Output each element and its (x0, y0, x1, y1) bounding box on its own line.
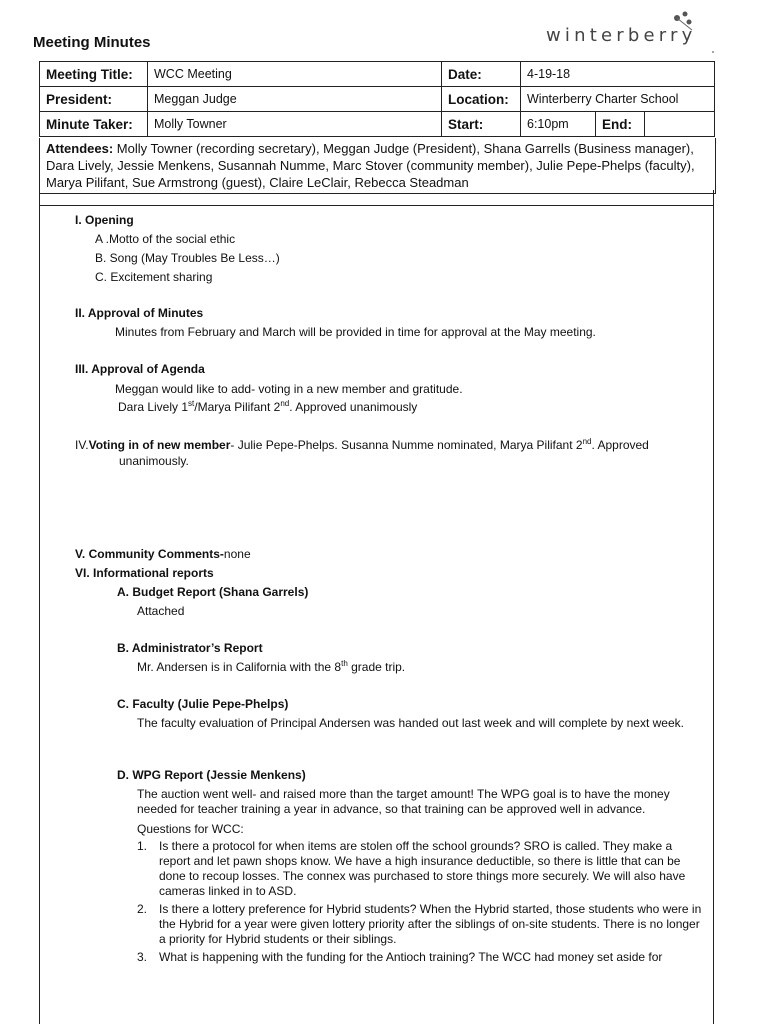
attendees-label: Attendees: (46, 141, 114, 156)
agenda-motion-text: . Approved unanimously (289, 400, 418, 414)
table-divider-row (39, 190, 714, 206)
reports-heading: VI. Informational reports (75, 566, 214, 580)
admin-report-heading: B. Administrator’s Report (117, 641, 263, 655)
list-item-number: 1. (137, 839, 148, 853)
superscript: nd (280, 399, 290, 408)
list-item: A .Motto of the social ethic (95, 232, 236, 246)
start-value: 6:10pm (521, 112, 596, 137)
community-heading: V. Community Comments- (75, 547, 224, 561)
logo-wordmark: winterberry (546, 25, 697, 46)
budget-report-heading: A. Budget Report (Shana Garrels) (117, 585, 309, 599)
president-value: Meggan Judge (148, 87, 442, 112)
list-item-number: 2. (137, 902, 148, 916)
list-item-number: 3. (137, 950, 148, 964)
list-item: Is there a protocol for when items are stolen off the school grounds? SRO is called. They make a report and let pawn shops know. We have a high insurance deductible, so there is little that can be done to recoup losses. The connex was purchased to store things more securely. We will also have cameras linked in to ASD. (159, 839, 686, 898)
date-label: Date: (442, 62, 521, 87)
faculty-report-text: The faculty evaluation of Principal Andersen was handed out last week and will complete by next week. (137, 716, 684, 730)
admin-text: grade trip. (347, 660, 406, 674)
start-label: Start: (442, 112, 521, 137)
meeting-title-label: Meeting Title: (40, 62, 148, 87)
end-value (645, 112, 715, 137)
voting-heading: Voting in of new member (88, 438, 231, 452)
list-item: What is happening with the funding for the Antioch training? The WCC had money set aside for (159, 950, 663, 964)
agenda-motion-text: /Marya Pilifant 2 (194, 400, 281, 414)
meeting-title-value: WCC Meeting (148, 62, 442, 87)
approval-minutes-text: Minutes from February and March will be provided in time for approval at the May meeting. (115, 325, 596, 339)
table-row (40, 112, 715, 137)
voting-line2: unanimously. (119, 454, 189, 468)
section-number: IV. (75, 438, 89, 452)
list-item: Is there a lottery preference for Hybrid students? When the Hybrid started, those students who were in the Hybrid for a year were given lottery priority after the siblings of on-site students. There is no longer a priority for Hybrid students or their siblings. (159, 902, 702, 946)
budget-report-text: Attached (137, 604, 185, 618)
table-row (40, 62, 715, 87)
list-item: C. Excitement sharing (95, 270, 213, 284)
table-row (40, 87, 715, 112)
approval-minutes-heading: II. Approval of Minutes (75, 306, 204, 320)
minute-taker-label: Minute Taker: (40, 112, 148, 137)
approval-agenda-heading: III. Approval of Agenda (75, 362, 205, 376)
superscript: st (188, 399, 195, 408)
attendees-list: Molly Towner (recording secretary), Meggan Judge (President), Shana Garrells (Business manager), Dara Lively, Jessie Menkens, Susannah Numme, Marc Stover (community member), Julie Pepe-Phelps (faculty), Marya Pilifant, Sue Armstrong (guest), Claire LeClair, Rebecca Steadman (46, 141, 695, 190)
community-text: none (223, 547, 251, 561)
location-label: Location: (442, 87, 521, 112)
voting-text: - Julie Pepe-Phelps. Susanna Numme nominated, Marya Pilifant 2 (230, 438, 583, 452)
date-value: 4-19-18 (521, 62, 715, 87)
opening-heading: I. Opening (75, 213, 134, 227)
document-title: Meeting Minutes (33, 34, 151, 51)
community-comments (75, 547, 251, 562)
location-value: Winterberry Charter School (521, 87, 715, 112)
voting-text: . Approved (591, 438, 649, 452)
superscript: nd (582, 437, 592, 446)
minute-taker-value: Molly Towner (148, 112, 442, 137)
wpg-report-text: The auction went well- and raised more than the target amount! The WPG goal is to have the money needed for teacher training a year in advance, so that training can be approved well in advance. (137, 787, 670, 816)
agenda-motion-text: Dara Lively 1 (118, 400, 189, 414)
superscript: th (341, 659, 348, 668)
wpg-questions-label: Questions for WCC: (137, 822, 244, 836)
meeting-info-table (39, 61, 715, 137)
voting-line1 (75, 438, 649, 453)
wpg-report-heading: D. WPG Report (Jessie Menkens) (117, 768, 306, 782)
end-label: End: (596, 112, 645, 137)
faculty-report-heading: C. Faculty (Julie Pepe-Phelps) (117, 697, 289, 711)
admin-text: Mr. Andersen is in California with the 8 (137, 660, 342, 674)
admin-report-text (137, 660, 405, 675)
president-label: President: (40, 87, 148, 112)
list-item: B. Song (May Troubles Be Less…) (95, 251, 280, 265)
winterberry-logo (546, 9, 721, 59)
attendees-row (39, 138, 716, 194)
approval-agenda-line1: Meggan would like to add- voting in a new member and gratitude. (115, 382, 463, 396)
approval-agenda-line2 (118, 400, 417, 415)
